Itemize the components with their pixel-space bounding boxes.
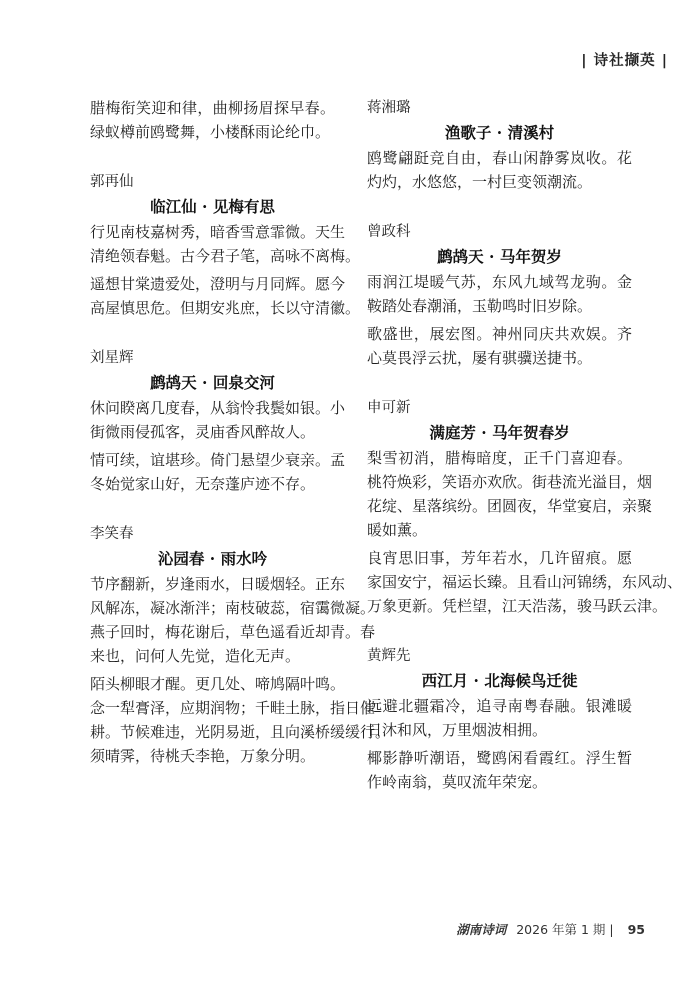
poem-title: 满庭芳 · 马年贺春岁	[429, 423, 570, 442]
poem-line: 万象更新。凭栏望，江天浩荡，骏马跃云津。	[367, 597, 668, 615]
page-footer	[456, 920, 645, 938]
journal-logo: 湖南诗词	[456, 922, 507, 937]
poem-line: 日沐和风，万里烟波相拥。	[367, 721, 548, 739]
poem-line: 心莫畏浮云扰，屡有骐骥送捷书。	[367, 349, 593, 367]
poem-title: 渔歌子 · 清溪村	[444, 123, 555, 142]
poem-line: 雨润江堤暖气苏，东风九域驾龙驹。金	[367, 273, 632, 291]
poem-line: 遥想甘棠遗爱处，澄明与月同辉。愿今	[90, 275, 346, 293]
poem-line: 行见南枝嘉树秀，暗香雪意霏微。天生	[90, 223, 346, 241]
poem-line: 风解冻，凝冰渐泮；南枝破蕊，宿霭微凝。	[90, 599, 376, 617]
poem-line: 耕。节候难违，光阴易逝，且向溪桥缓缓行。	[90, 723, 391, 741]
poem-block	[90, 170, 361, 320]
poem-title: 临江仙 · 见梅有思	[150, 197, 275, 216]
poem-line: 冬始觉家山好，无奈蓬庐迹不存。	[90, 475, 316, 493]
poem-line: 腊梅衔笑迎和律，曲柳扬眉探早春。	[90, 99, 335, 117]
poem-line: 花绽、星落缤纷。团圆夜，华堂宴启，亲聚	[367, 497, 653, 515]
issue-label: 2026 年第 1 期 |	[516, 922, 614, 937]
poem-author: 黄辉先	[367, 648, 411, 664]
poem-block	[367, 96, 632, 194]
poem-line: 家国安宁，福运长臻。且看山河锦绣，东风动、	[367, 573, 683, 591]
poem-line: 陌头柳眼才醒。更几处、啼鸠隔叶鸣。	[90, 675, 346, 693]
poem-line: 椰影静听潮语，鹭鸥闲看霞红。浮生暂	[367, 749, 632, 767]
poem-line: 暖如薰。	[367, 521, 428, 539]
poem-line: 鞍踏处春潮涌，玉勒鸣时旧岁除。	[367, 297, 593, 315]
poem-title: 鹧鸪天 · 回泉交河	[150, 373, 275, 392]
poem-line: 休问睽离几度春，从翁怜我鬓如银。小	[90, 399, 346, 417]
poem-line: 良宵思旧事，芳年若水，几许留痕。愿	[367, 549, 632, 567]
poem-line: 来也，问何人先觉，造化无声。	[90, 647, 301, 665]
poem-line: 歌盛世，展宏图。神州同庆共欢娱。齐	[367, 325, 632, 343]
poem-line: 念一犁膏泽，应期润物；千畦土脉，指日催	[90, 699, 376, 717]
poem-title: 西江月 · 北海候鸟迁徙	[421, 671, 578, 690]
poem-block	[367, 644, 632, 794]
poem-block	[367, 396, 683, 618]
poem-line: 高屋慎思危。但期安兆庶，长以守清徽。	[90, 299, 361, 317]
poem-author: 申可新	[367, 400, 411, 416]
poem-line: 情可续，谊堪珍。倚门悬望少衰亲。孟	[90, 451, 346, 469]
poem-author: 李笑春	[90, 526, 134, 542]
poem-line: 桃符焕彩，笑语亦欢欣。街巷流光溢目，烟	[367, 473, 653, 491]
poem-line: 梨雪初消，腊梅暗度，正千门喜迎春。	[367, 449, 632, 467]
poem-line: 燕子回时，梅花谢后，草色遥看近却青。春	[90, 623, 376, 641]
poem-author: 蒋湘璐	[367, 100, 411, 116]
poem-line: 灼灼，水悠悠，一村巨变领潮流。	[367, 173, 593, 191]
poem-line: 须晴霁，待桃夭李艳，万象分明。	[90, 747, 316, 765]
poem-author: 曾政科	[367, 224, 411, 240]
poem-title: 沁园春 · 雨水吟	[157, 549, 268, 568]
right-column	[367, 96, 683, 794]
poem-block	[367, 220, 632, 370]
poem-title: 鹧鸪天 · 马年贺岁	[437, 247, 562, 266]
poem-line: 远避北疆霜冷，追寻南粤春融。银滩暖	[367, 697, 632, 715]
poem-line: 绿蚁樽前鸥鹭舞，小楼酥雨论纶巾。	[90, 123, 331, 141]
poem-author: 郭再仙	[90, 174, 134, 190]
poem-line: 鸥鹭翩跹竞自由，春山闲静雾岚收。花	[367, 149, 632, 167]
poem-author: 刘星辉	[90, 350, 134, 366]
poem-block	[90, 346, 346, 496]
section-header: | 诗社撷英 |	[581, 53, 668, 69]
poem-line: 清绝领春魁。古今君子笔，高咏不离梅。	[90, 247, 361, 265]
poem-line: 街微雨侵孤客，灵庙香风醉故人。	[90, 423, 316, 441]
poem-line: 作岭南翁，莫叹流年荣宠。	[367, 773, 548, 791]
poem-line: 节序翻新，岁逢雨水，日暖烟轻。正东	[90, 575, 346, 593]
page-number: 95	[627, 922, 645, 937]
